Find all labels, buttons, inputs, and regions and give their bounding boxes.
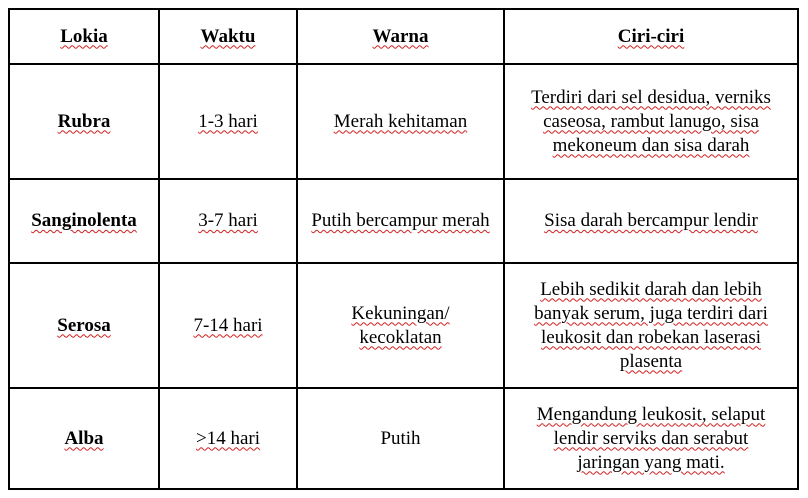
- lokia-text: Serosa: [57, 314, 111, 336]
- warna-text: Putih: [380, 427, 421, 449]
- ciri-text: Terdiri dari sel desidua, verniks caseosa, rambut lanugo, sisa mekoneum dan sisa darah: [531, 86, 771, 156]
- cell-warna: [297, 388, 504, 489]
- header-waktu-text: Waktu: [200, 25, 256, 47]
- header-lokia-text: Lokia: [60, 25, 108, 47]
- cell-lokia: [9, 388, 159, 489]
- header-ciri: [504, 9, 798, 64]
- warna-text: Putih bercampur merah: [311, 210, 490, 231]
- ciri-text: Sisa darah bercampur lendir: [544, 210, 758, 231]
- header-lokia: [9, 9, 159, 64]
- waktu-text: 3-7 hari: [198, 210, 258, 231]
- lokia-text: Rubra: [57, 110, 111, 132]
- waktu-text: >14 hari: [195, 427, 260, 449]
- header-waktu: [159, 9, 297, 64]
- ciri-text: Lebih sedikit darah dan lebih banyak serum, juga terdiri dari leukosit dan robekan laserasi plasenta: [534, 278, 768, 372]
- table-row: [9, 179, 798, 263]
- header-row: [9, 9, 798, 64]
- lokia-text: Sanginolenta: [31, 210, 137, 231]
- table-row: [9, 388, 798, 489]
- header-warna-text: Warna: [372, 25, 429, 47]
- table-row: [9, 263, 798, 388]
- cell-lokia: [9, 263, 159, 388]
- cell-lokia: [9, 64, 159, 179]
- cell-waktu: [159, 179, 297, 263]
- cell-ciri: [504, 64, 798, 179]
- lokia-text: Alba: [64, 427, 104, 449]
- cell-waktu: [159, 263, 297, 388]
- cell-ciri: [504, 263, 798, 388]
- cell-lokia: [9, 179, 159, 263]
- waktu-text: 7-14 hari: [193, 314, 263, 336]
- cell-ciri: [504, 179, 798, 263]
- cell-warna: [297, 179, 504, 263]
- lokia-table: [8, 8, 799, 490]
- table-row: [9, 64, 798, 179]
- cell-warna: [297, 263, 504, 388]
- header-ciri-text: Ciri-ciri: [617, 25, 685, 47]
- cell-waktu: [159, 388, 297, 489]
- ciri-text: Mengandung leukosit, selaput lendir serviks dan serabut jaringan yang mati.: [536, 403, 766, 473]
- warna-text: Merah kehitaman: [333, 110, 468, 132]
- cell-warna: [297, 64, 504, 179]
- waktu-text: 1-3 hari: [198, 110, 258, 132]
- cell-ciri: [504, 388, 798, 489]
- warna-text: Kekuningan/ kecoklatan: [351, 302, 450, 348]
- cell-waktu: [159, 64, 297, 179]
- header-warna: [297, 9, 504, 64]
